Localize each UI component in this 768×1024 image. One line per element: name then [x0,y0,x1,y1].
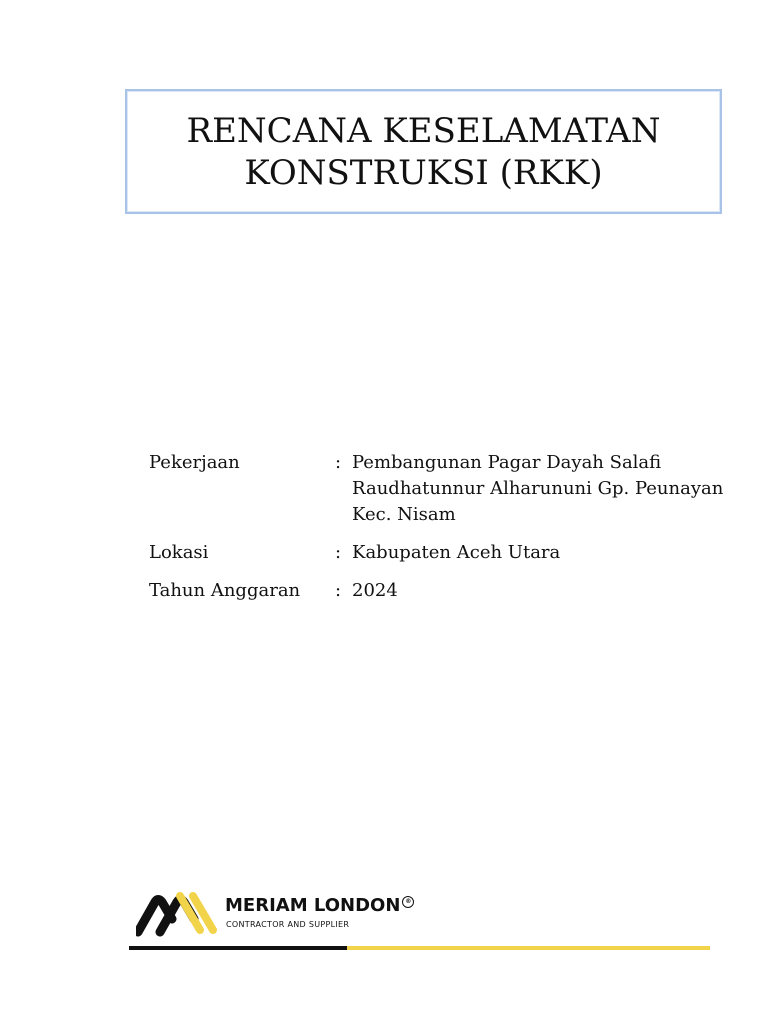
detail-label: Tahun Anggaran [149,580,301,601]
detail-value: Pembangunan Pagar Dayah Salafi Raudhatunnur Alharununi Gp. Peunayan Kec. Nisam [352,452,724,525]
brand-name [225,896,414,916]
detail-value: 2024 [352,580,398,601]
detail-separator: : [335,580,342,601]
footer-rule-dark [129,946,347,950]
brand-name-text: MERIAM LONDON [225,895,401,916]
company-logo [136,888,436,940]
detail-label: Pekerjaan [149,452,240,473]
meriam-london-logo-mark-icon [136,888,218,938]
detail-value: Kabupaten Aceh Utara [352,542,561,563]
document-title-line-2: KONSTRUKSI (RKK) [244,152,603,193]
project-details [149,450,729,616]
detail-row-lokasi [149,540,729,566]
brand-tagline: CONTRACTOR AND SUPPLIER [226,920,350,929]
detail-separator: : [335,452,342,473]
footer-rule-yellow [347,946,710,950]
detail-row-tahun-anggaran [149,578,729,604]
document-title-box [125,89,722,214]
detail-label: Lokasi [149,542,209,563]
document-title-line-1: RENCANA KESELAMATAN [186,110,661,151]
detail-row-pekerjaan [149,450,729,528]
registered-mark: ® [402,896,414,908]
detail-separator: : [335,542,342,563]
